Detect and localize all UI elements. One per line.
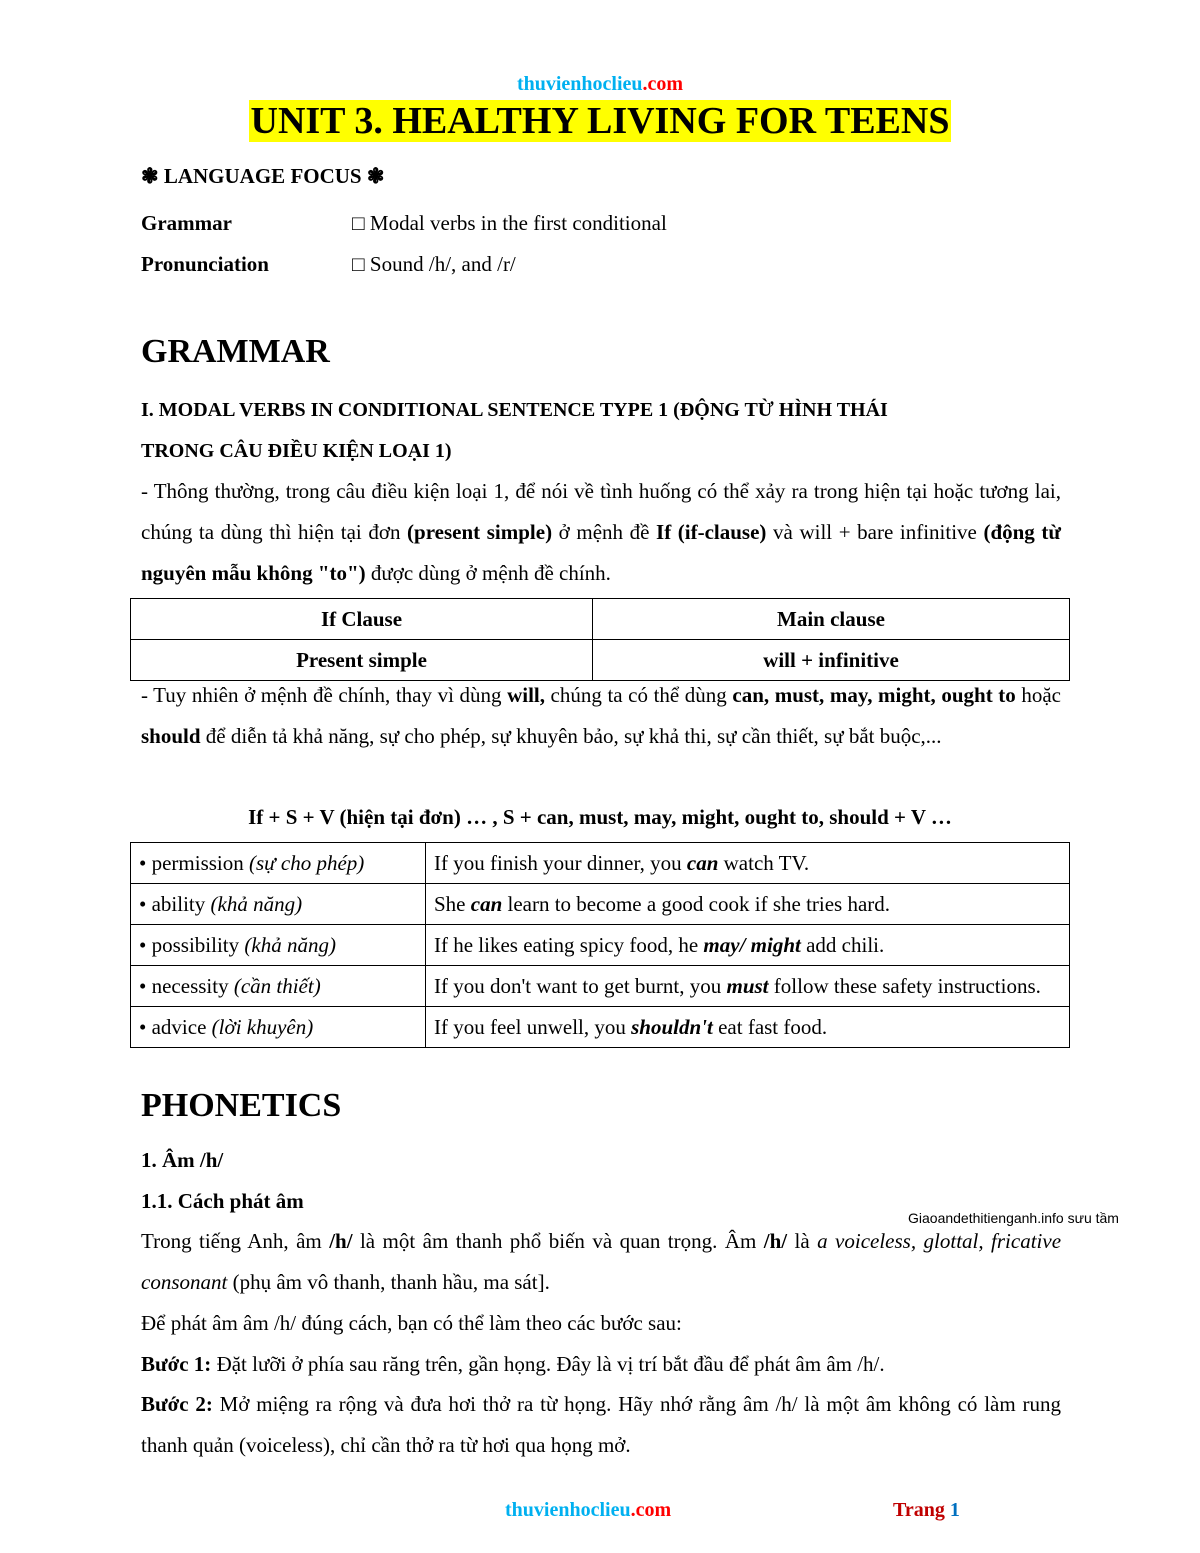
phonetics-subheading-1: 1. Âm /h/	[141, 1148, 224, 1172]
table-cell: If you don't want to get burnt, you must follow these safety instructions.	[426, 966, 1070, 1007]
table-cell: • advice (lời khuyên)	[131, 1007, 426, 1048]
grammar-paragraph-1: - Thông thường, trong câu điều kiện loại 1, để nói về tình huống có thể xảy ra trong hiện tại hoặc tương lai, chúng ta dùng thì hiện tại đơn (present simple) ở mệnh đề If (if-clause) và will + bare infinitive (động từ nguyên mẫu không "to") được dùng ở mệnh đề chính.	[141, 479, 1061, 585]
table-row	[131, 1007, 1070, 1048]
phonetics-paragraph-1: Trong tiếng Anh, âm /h/ là một âm thanh phổ biến và quan trọng. Âm /h/ là a voiceless, glottal, fricative consonant (phụ âm vô thanh, thanh hầu, ma sát].	[141, 1229, 1062, 1294]
table-cell: If you feel unwell, you shouldn't eat fast food.	[426, 1007, 1070, 1048]
table-row	[131, 925, 1070, 966]
table-cell: • ability (khả năng)	[131, 884, 426, 925]
table-header-cell: If Clause	[131, 599, 593, 640]
page-number: Trang 1	[893, 1499, 960, 1521]
language-focus-value: □ Modal verbs in the first conditional	[352, 211, 667, 235]
language-focus-value: □ Sound /h/, and /r/	[352, 252, 516, 276]
table-cell: She can learn to become a good cook if she tries hard.	[426, 884, 1070, 925]
table-cell: If you finish your dinner, you can watch TV.	[426, 843, 1070, 884]
table-row	[131, 966, 1070, 1007]
table-cell: • permission (sự cho phép)	[131, 843, 426, 884]
phonetics-heading: PHONETICS	[141, 1087, 342, 1124]
grammar-paragraph-2: - Tuy nhiên ở mệnh đề chính, thay vì dùng will, chúng ta có thể dùng can, must, may, might, ought to hoặc should để diễn tả khả năng, sự cho phép, sự khuyên bảo, sự khả thi, sự cần thiết, sự bắt buộc,...	[141, 683, 1061, 748]
language-focus-key: Pronunciation	[141, 252, 269, 276]
header-site-name: thuvienhoclieu.com	[516, 73, 684, 95]
table-cell: Present simple	[131, 640, 593, 681]
page-footer	[0, 1499, 1200, 1529]
grammar-heading: GRAMMAR	[141, 333, 330, 370]
grammar-formula: If + S + V (hiện tại đơn) … , S + can, must, may, might, ought to, should + V …	[248, 805, 952, 829]
phonetics-step-1: Bước 1: Đặt lưỡi ở phía sau răng trên, gần họng. Đây là vị trí bắt đầu để phát âm âm /h/.	[141, 1352, 885, 1376]
phonetics-paragraph-2: Để phát âm âm /h/ đúng cách, bạn có thể làm theo các bước sau:	[141, 1311, 682, 1335]
phonetics-subheading-2: 1.1. Cách phát âm	[141, 1189, 304, 1213]
credit-note: Giaoandethitienganh.info sưu tầm	[908, 1210, 1119, 1226]
table-header-cell: Main clause	[593, 599, 1070, 640]
table-cell: • possibility (khả năng)	[131, 925, 426, 966]
table-row	[131, 599, 1070, 640]
page-title: UNIT 3. HEALTHY LIVING FOR TEENS	[250, 100, 950, 142]
phonetics-step-2: Bước 2: Mở miệng ra rộng và đưa hơi thở ra từ họng. Hãy nhớ rằng âm /h/ là một âm không có làm rung thanh quản (voiceless), chỉ cần thở ra từ hơi qua họng mở.	[141, 1392, 1061, 1457]
language-focus-key: Grammar	[141, 211, 232, 235]
modal-verbs-table	[130, 842, 1070, 1048]
table-cell: will + infinitive	[593, 640, 1070, 681]
language-focus-heading: ❃ LANGUAGE FOCUS ❃	[141, 164, 385, 188]
grammar-section-title: I. MODAL VERBS IN CONDITIONAL SENTENCE TYPE 1 (ĐỘNG TỪ HÌNH THÁI TRONG CÂU ĐIỀU KIỆN LOẠI 1)	[141, 399, 888, 462]
conditional-structure-table	[130, 598, 1070, 681]
table-cell: If he likes eating spicy food, he may/ might add chili.	[426, 925, 1070, 966]
table-row	[131, 884, 1070, 925]
table-row	[131, 843, 1070, 884]
footer-site-name: thuvienhoclieu.com	[505, 1499, 672, 1521]
table-cell: • necessity (cần thiết)	[131, 966, 426, 1007]
